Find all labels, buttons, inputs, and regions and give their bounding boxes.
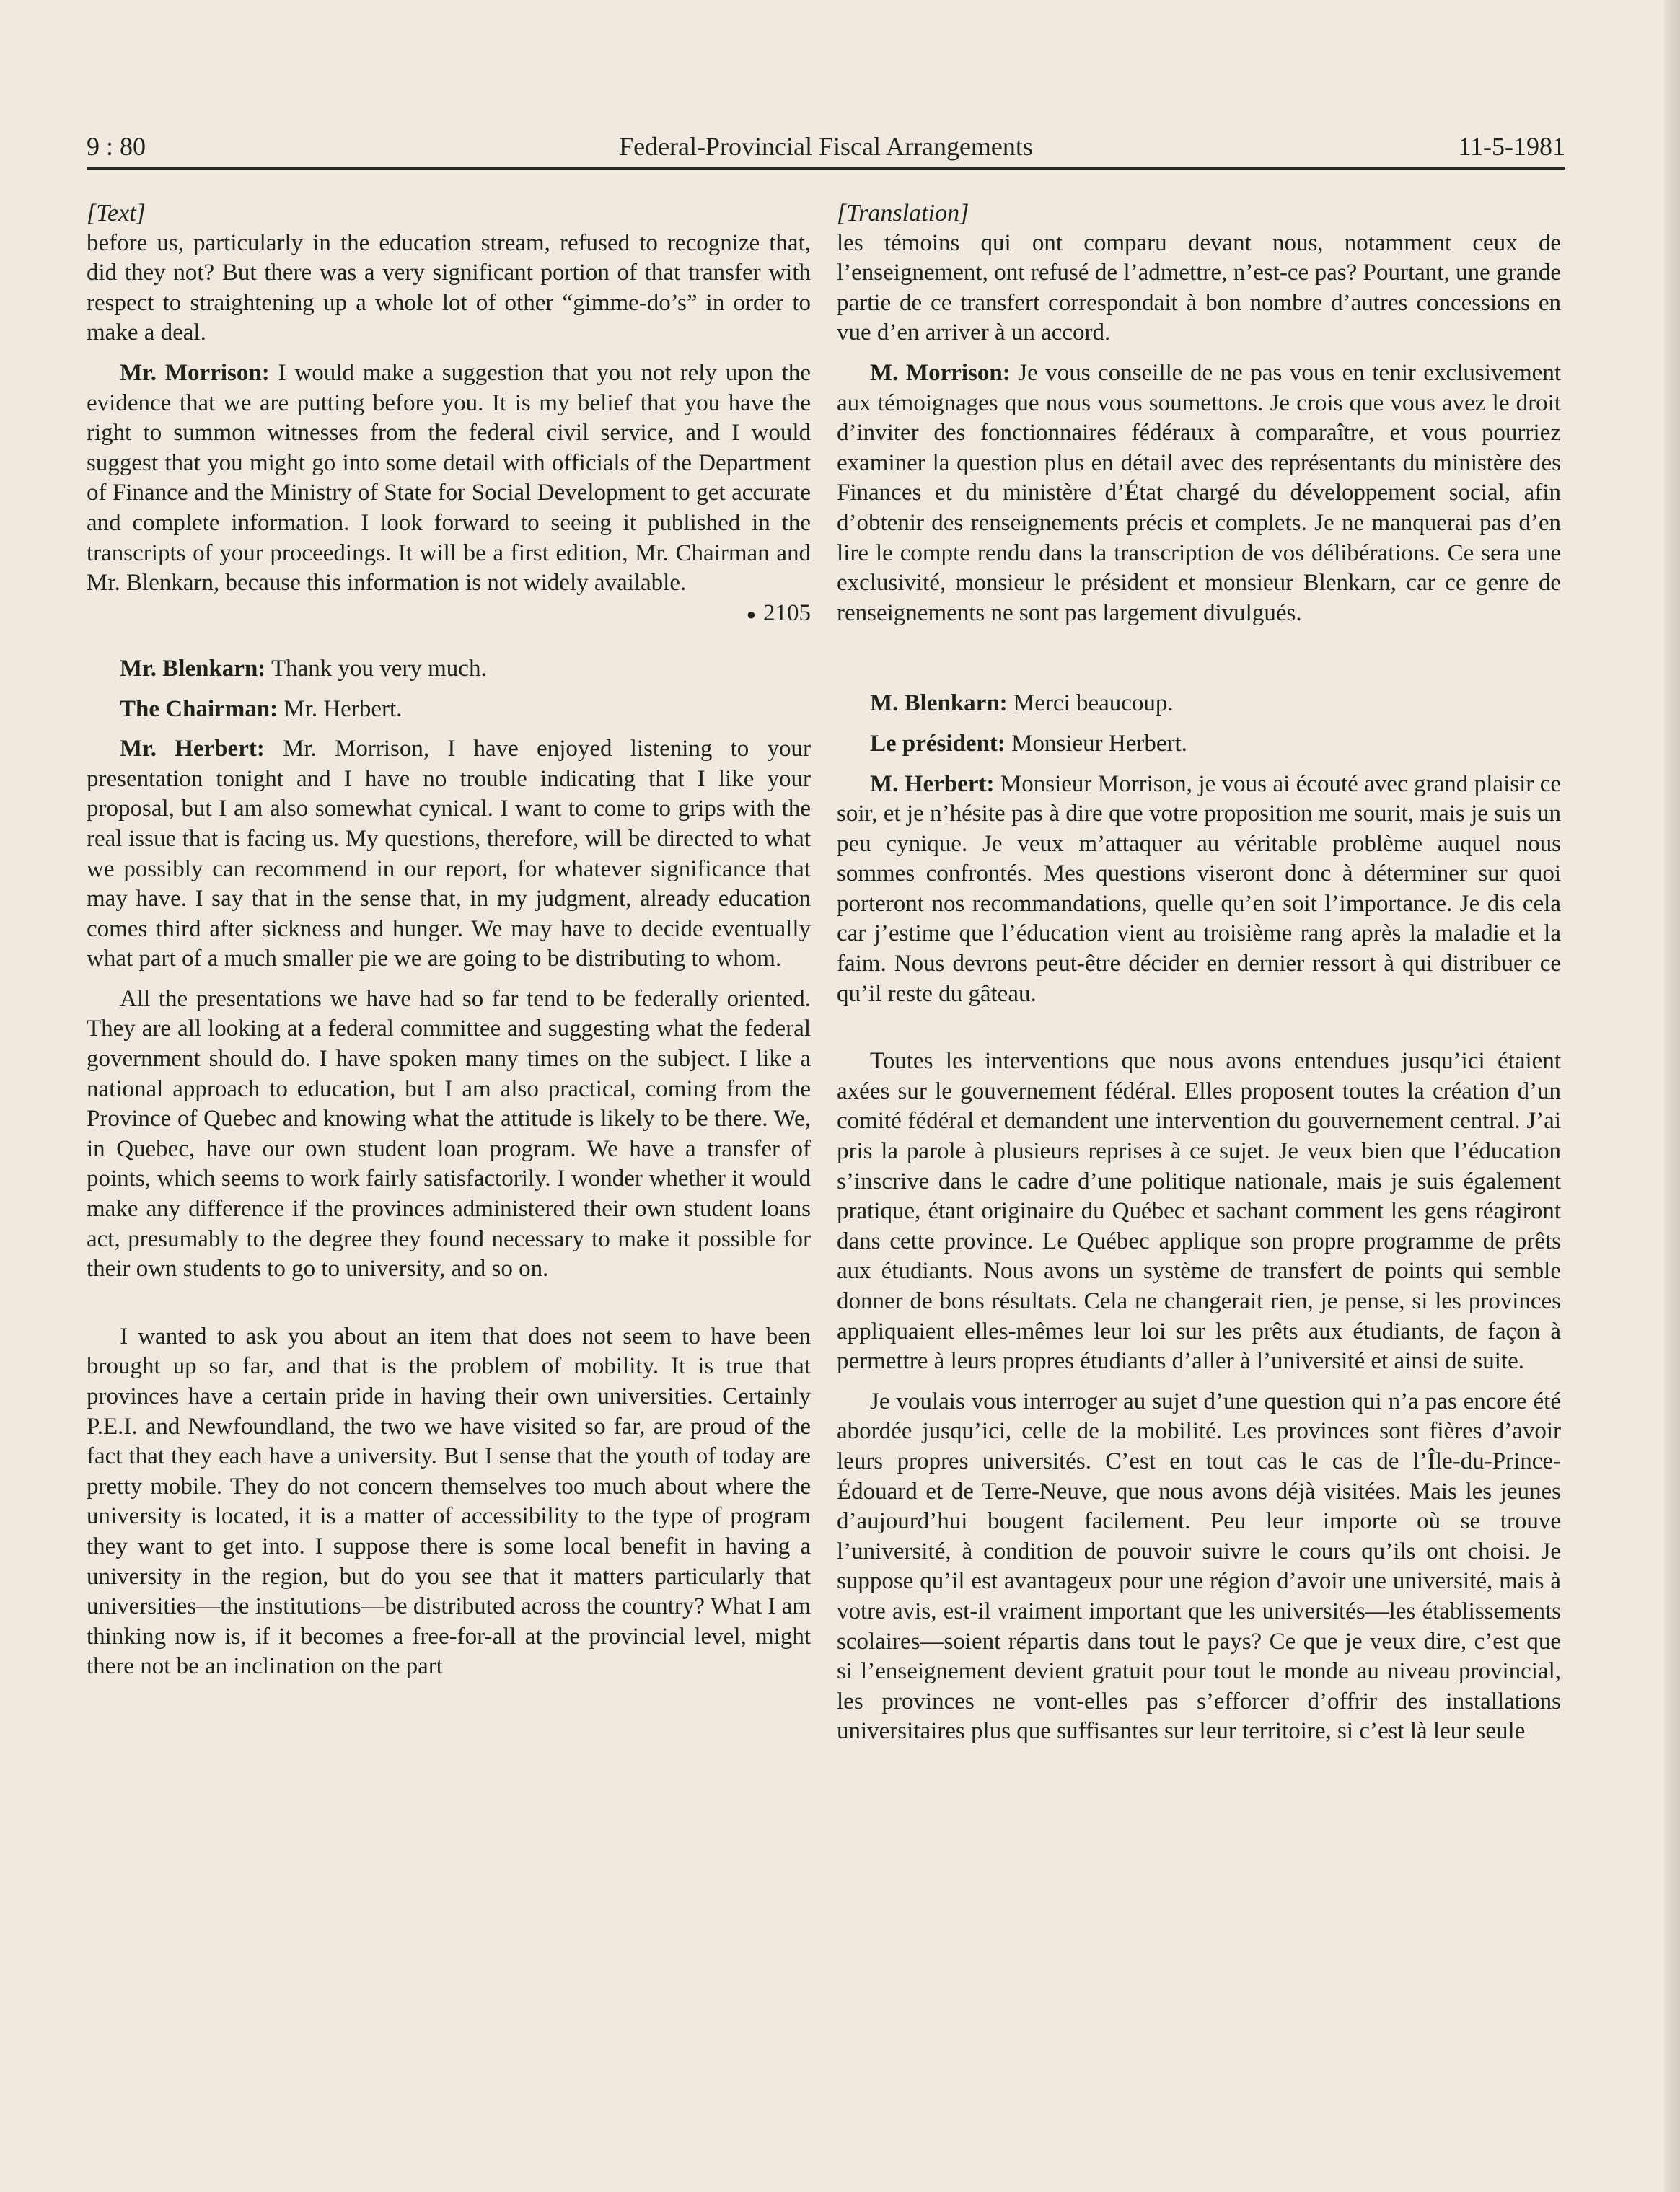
speech-herbert [837, 770, 1561, 1010]
french-column [837, 198, 1561, 1747]
speech-morrison [837, 358, 1561, 628]
speaker-name: The Chairman: [120, 695, 278, 722]
speech-president [837, 729, 1561, 760]
paragraph-mobility: Je voulais vous interroger au sujet d’une question qui n’a pas encore été abordée jusqu’ici, celle de la mobilité. Les provinces sont fières d’avoir leurs propres universités. C’est en tout cas le cas de l’Île-du-Prince-Édouard et de Terre-Neuve, que nous avons déjà visitées. Mais les jeunes d’aujourd’hui bougent facilement. Peu leur importe où se trouve l’université, à condition de pouvoir suivre le cours qu’ils ont choisi. Je suppose qu’il est avantageux pour une région d’avoir une université, mais à votre avis, est-il vraiment important que les universités—les établissements scolaires—soient répartis dans tout le pays? Ce que je veux dire, c’est que si l’enseignement devient gratuit pour tout le monde au niveau provincial, les provinces ne vont-elles pas s’efforcer d’offrir des installations universitaires plus que suffisantes sur leur territoire, si c’est là leur seule [837, 1388, 1561, 1745]
time-marker [87, 599, 811, 630]
paragraph-federal-orientation: All the presentations we have had so far tend to be federally oriented. They are all looking at a federal committee and suggesting what the federal government should do. I have spoken many times on the subject. I like a national approach to education, but I am also practical, coming from the Province of Quebec and knowing what the attitude is likely to be there. We, in Quebec, have our own student loan program. We have a transfer of points, which seems to work fairly satisfactorily. I wonder whether it would make any difference if the provinces administered their own student loans act, presumably to the degree they found necessary to make it possible for their own students to go to university, and so on. [87, 985, 811, 1282]
speaker-name: Mr. Blenkarn: [120, 655, 266, 682]
speaker-name: Mr. Herbert: [120, 736, 265, 762]
paragraph-federal-orientation: Toutes les interventions que nous avons entendues jusqu’ici étaient axées sur le gouvernement fédéral. Elles proposent toutes la création d’un comité fédéral et demandent une intervention du gouvernement central. J’ai pris la parole à plusieurs reprises à ce sujet. Je veux bien que l’éducation s’inscrive dans le cadre d’une politique nationale, mais je suis également pratique, étant originaire du Québec et sachant comment les gens réagiront dans cette province. Le Québec applique son propre programme de prêts aux étudiants. Nous avons un système de transfert de points qui semble donner de bons résultats. Cela ne changerait rien, je pense, si les provinces appliquaient elles-mêmes leur loi sur les prêts aux étudiants, de façon à permettre à leurs propres étudiants d’aller à l’université et ainsi de suite. [837, 1048, 1561, 1375]
speaker-name: M. Herbert: [870, 770, 995, 797]
paragraph-continuation: before us, particularly in the education stream, refused to recognize that, did they not? But there was a very significant portion of that transfer with respect to straightening up a whole lot of other “gimme-do’s” in order to make a deal. [87, 229, 811, 346]
page-edge [1664, 0, 1680, 2192]
speaker-name: Le président: [870, 730, 1006, 757]
translation-label: [Translation] [837, 200, 969, 226]
speaker-name: Mr. Morrison: [120, 359, 270, 386]
speech-text: Mr. Herbert. [278, 695, 403, 722]
speech-text: Je vous conseille de ne pas vous en tenir exclusivement aux témoignages que nous vous soumettons. Je crois que vous avez le droit d’inviter des fonctionnaires fédéraux à comparaître, et vous pourriez examiner la question plus en détail avec des représentants du ministère des Finances et du ministère d’État chargé du développement social, afin d’obtenir des renseignements précis et complets. Je ne manquerai pas d’en lire le compte rendu dans la transcription de vos délibérations. Ce sera une exclusivité, monsieur le président et monsieur Blenkarn, car ce genre de renseignements ne sont pas largement divulgués. [837, 359, 1561, 626]
speech-text: Monsieur Herbert. [1005, 730, 1187, 757]
speaker-name: M. Morrison: [870, 359, 1011, 386]
bullet-icon: ● [746, 605, 756, 624]
speech-chairman [87, 695, 811, 725]
speech-text: Merci beaucoup. [1007, 690, 1174, 717]
page-number: 9 : 80 [87, 132, 146, 161]
speech-text: Thank you very much. [265, 655, 487, 682]
speech-text: Mr. Morrison, I have enjoyed listening to your presentation tonight and I have no trouble indicating that I like your proposal, but I am also somewhat cynical. I want to come to grips with the real issue that is facing us. My questions, therefore, will be directed to what we possibly can recommend in our report, for whatever significance that may have. I say that in the sense that, in my judgment, already education comes third after sickness and hunger. We may have to decide eventually what part of a much smaller pie we are going to be distributing to whom. [87, 736, 811, 972]
time-marker-value: 2105 [763, 599, 811, 626]
sitting-date: 11-5-1981 [1458, 132, 1565, 161]
speech-blenkarn [837, 689, 1561, 719]
speech-herbert [87, 734, 811, 974]
text-label: [Text] [87, 200, 146, 226]
speech-morrison [87, 358, 811, 599]
english-column [87, 198, 811, 1682]
running-title: Federal-Provincial Fiscal Arrangements [619, 132, 1033, 161]
speech-blenkarn [87, 654, 811, 685]
page-header [87, 123, 1565, 170]
speech-text: Monsieur Morrison, je vous ai écouté avec grand plaisir ce soir, et je n’hésite pas à dire que votre proposition me sourit, mais je suis un peu cynique. Je veux m’attaquer au véritable problème auquel nous sommes confrontés. Mes questions viseront donc à déterminer sur quoi porteront nos recommandations, quelle qu’en soit l’importance. Je dis cela car j’estime que l’éducation vient au troisième rang après la maladie et la faim. Nous devrons peut-être décider en dernier ressort à qui distribuer ce qu’il reste du gâteau. [837, 770, 1561, 1007]
paragraph-mobility: I wanted to ask you about an item that does not seem to have been brought up so far, and that is the problem of mobility. It is true that provinces have a certain pride in having their own universities. Certainly P.E.I. and Newfoundland, the two we have visited so far, are proud of the fact that they each have a university. But I sense that the youth of today are pretty mobile. They do not concern themselves too much about where the university is located, it is a matter of accessibility to the type of program they want to get into. I suppose there is some local benefit in having a university in the region, but do you see that it matters particularly that universities—the institutions—be distributed across the country? What I am thinking now is, if it becomes a free-for-all at the provincial level, might there not be an inclination on the part [87, 1323, 811, 1680]
speech-text: I would make a suggestion that you not rely upon the evidence that we are putting before you. It is my belief that you have the right to summon witnesses from the federal civil service, and I would suggest that you might go into some detail with officials of the Department of Finance and the Ministry of State for Social Development to get accurate and complete information. I look forward to seeing it published in the transcripts of your proceedings. It will be a first edition, Mr. Chairman and Mr. Blenkarn, because this information is not widely available. [87, 359, 811, 597]
speaker-name: M. Blenkarn: [870, 690, 1008, 717]
paragraph-continuation: les témoins qui ont comparu devant nous, notamment ceux de l’enseignement, ont refusé de l’admettre, n’est-ce pas? Pourtant, une grande partie de ce transfert correspondait à bon nombre d’autres concessions en vue d’en arriver à un accord. [837, 229, 1561, 346]
